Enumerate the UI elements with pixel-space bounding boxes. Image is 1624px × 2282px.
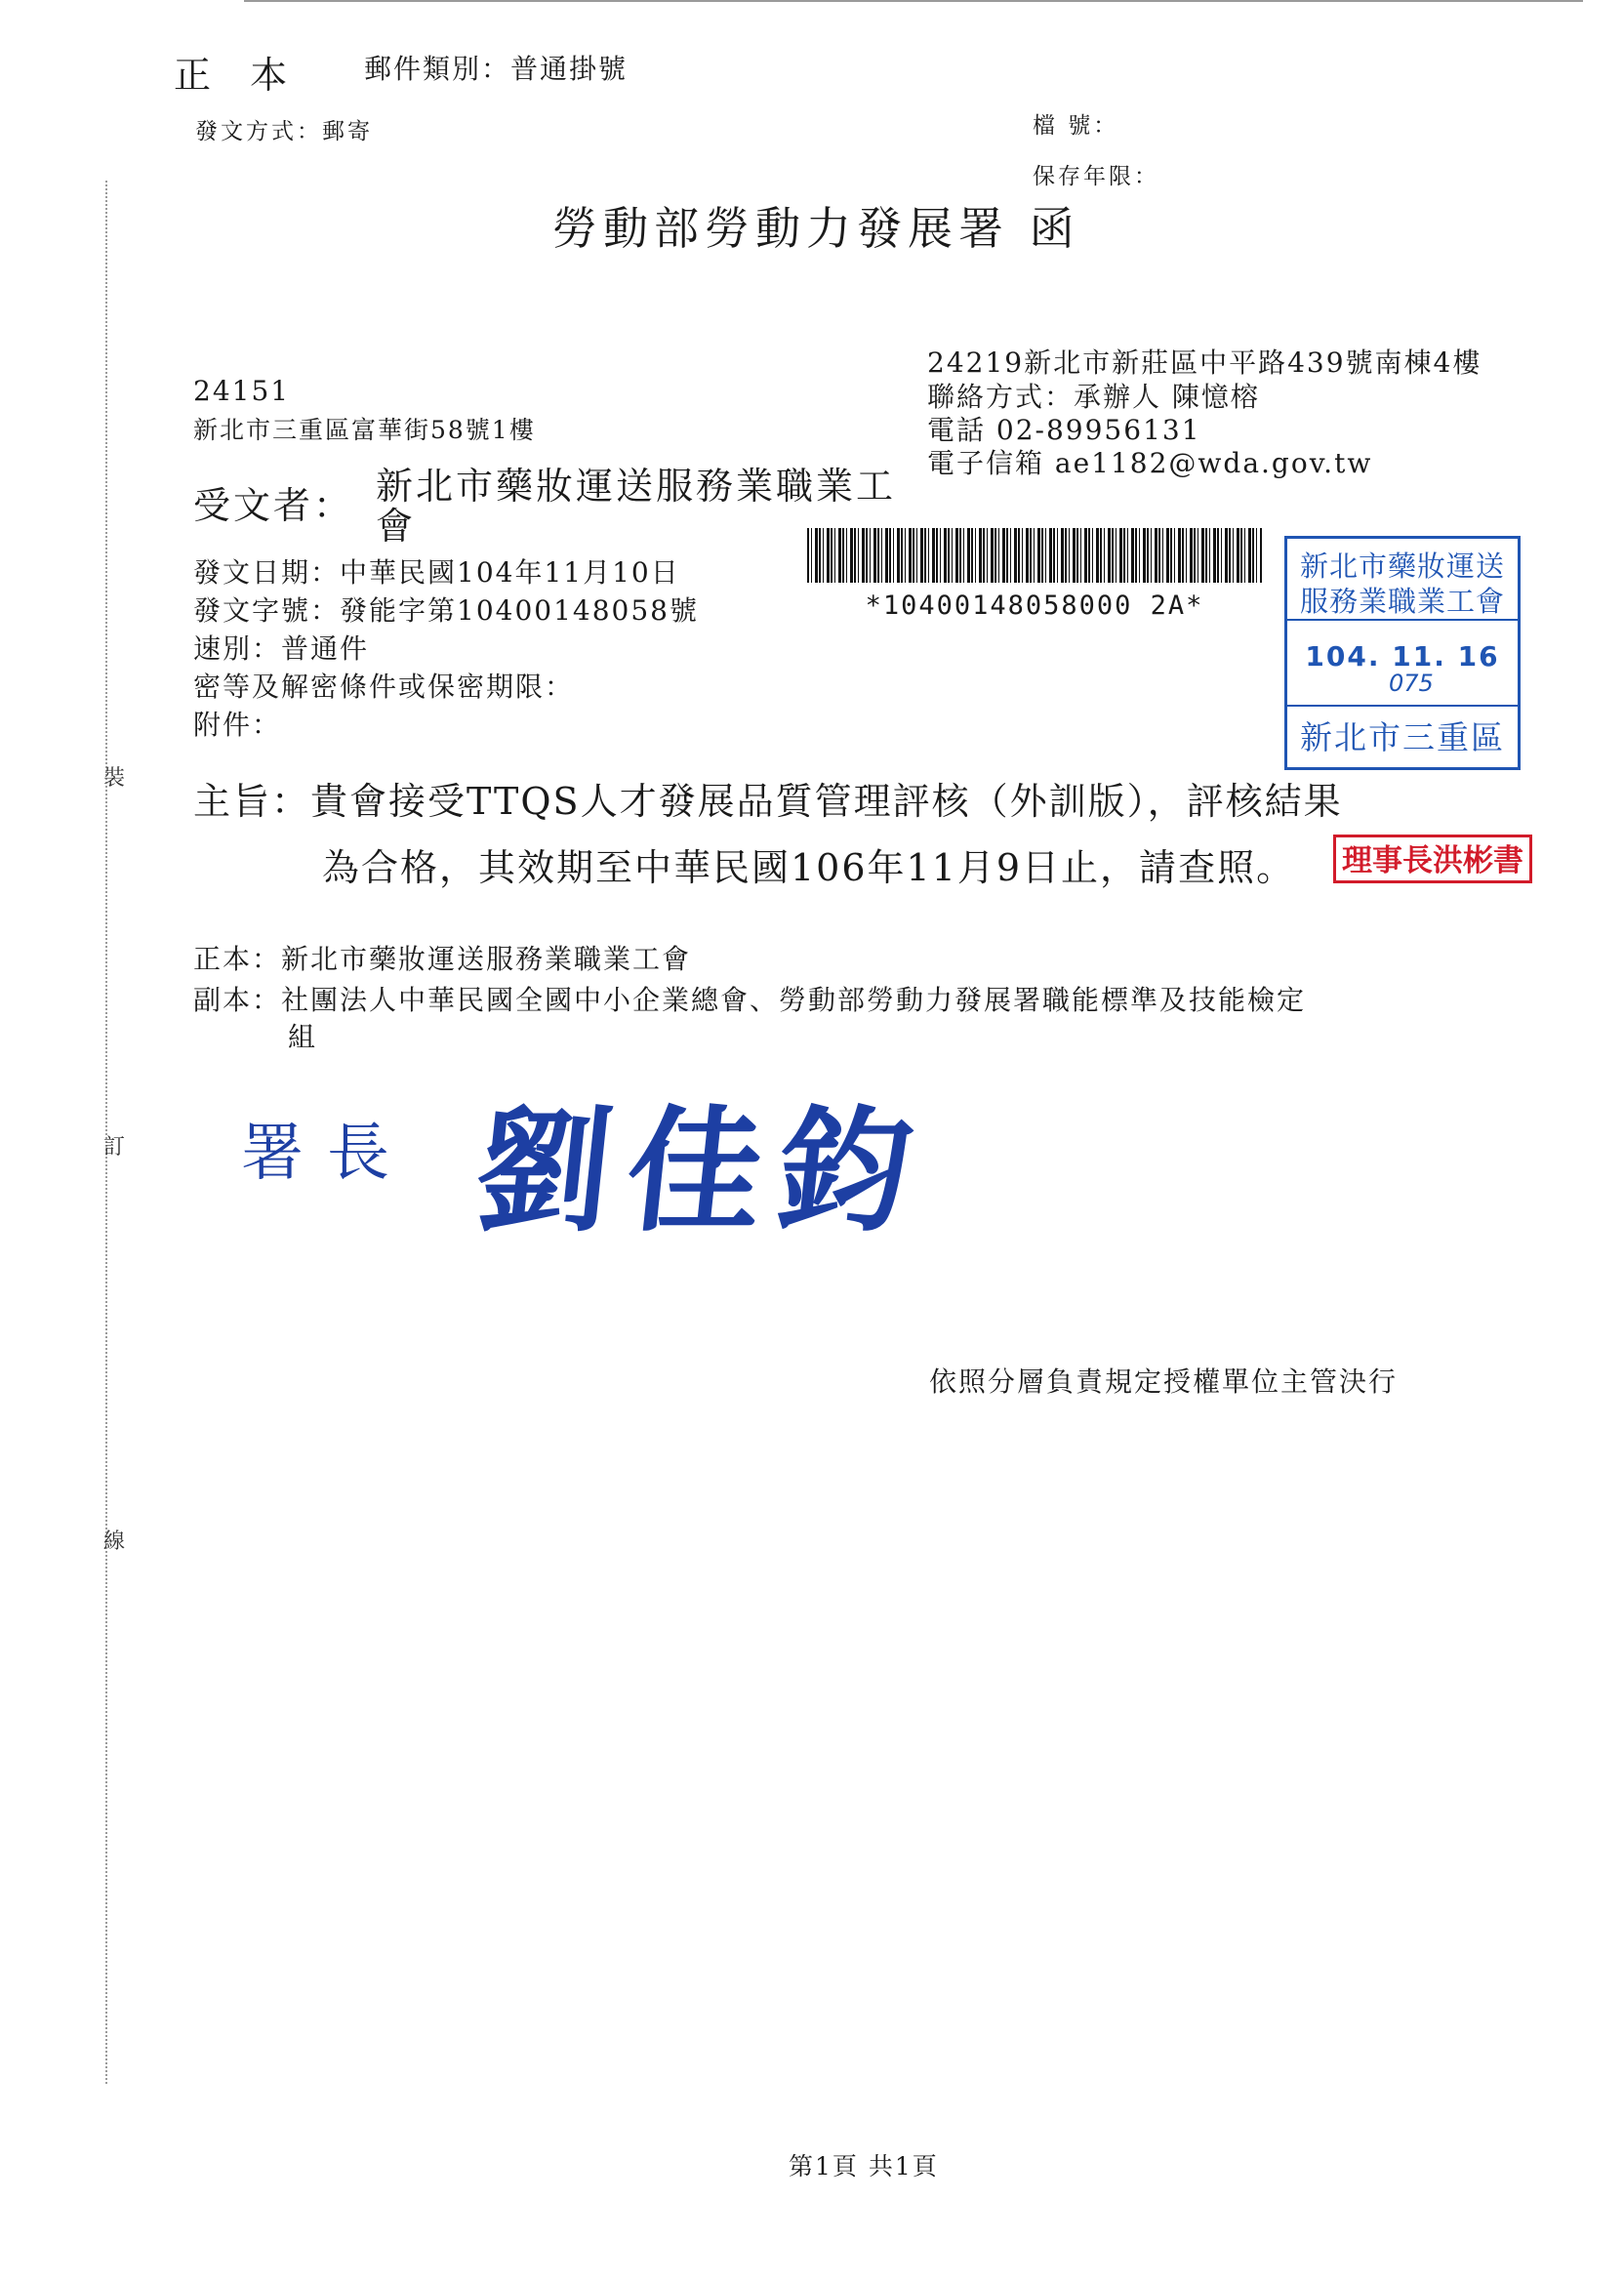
subject-line1: 主旨：貴會接受TTQS人才發展品質管理評核（外訓版），評核結果	[193, 780, 1343, 823]
stamp-date: 104. 11. 16	[1305, 640, 1500, 672]
issue-date: 發文日期：中華民國104年11月10日	[193, 556, 680, 589]
binding-mark-xian: 線	[103, 1529, 126, 1554]
file-number: 檔 號：	[1033, 113, 1119, 139]
signature-title: 署長	[241, 1118, 413, 1190]
sender-contact: 聯絡方式：承辦人 陳憶榕	[927, 381, 1260, 413]
signature-name: 劉佳鈞	[468, 1091, 937, 1250]
mail-type: 郵件類別：普通掛號	[364, 53, 629, 85]
sender-address: 24219新北市新莊區中平路439號南棟4樓	[927, 346, 1482, 379]
recipient-name: 新北市藥妝運送服務業職業工	[376, 465, 897, 508]
stamp-org-line2: 服務業職業工會	[1299, 585, 1505, 618]
recipient-label: 受文者：	[193, 484, 354, 527]
original-recipients: 正本：新北市藥妝運送服務業職業工會	[193, 943, 692, 975]
barcode	[807, 528, 1262, 583]
copy-recipients-cont: 組	[288, 1021, 318, 1053]
barcode-text: *10400148058000 2A*	[865, 591, 1204, 621]
recipient-postal-code: 24151	[193, 375, 291, 407]
stamp-number: 075	[1389, 670, 1434, 697]
received-stamp	[1284, 536, 1521, 770]
send-method: 發文方式：郵寄	[195, 119, 373, 144]
delivery-speed: 速別：普通件	[193, 632, 370, 665]
page-footer: 第1頁 共1頁	[789, 2152, 939, 2180]
binding-mark-zhuang: 裝	[103, 766, 126, 791]
recipient-address: 新北市三重區富華街58號1樓	[193, 416, 536, 444]
subject-line2: 為合格，其效期至中華民國106年11月9日止，請查照。	[322, 846, 1296, 889]
recipient-name-cont: 會	[376, 505, 417, 548]
secrecy-level: 密等及解密條件或保密期限：	[193, 671, 575, 703]
document-number: 發文字號：發能字第10400148058號	[193, 594, 699, 627]
stamp-org-line1: 新北市藥妝運送	[1299, 550, 1505, 583]
page-title: 勞動部勞動力發展署 函	[552, 202, 1080, 255]
sender-phone: 電話 02-89956131	[927, 414, 1201, 446]
authorization-note: 依照分層負責規定授權單位主管決行	[929, 1365, 1399, 1398]
red-seal: 理事長洪彬書	[1333, 835, 1532, 883]
binding-mark-ding: 訂	[103, 1135, 126, 1160]
top-edge-line	[244, 0, 1583, 2]
copy-recipients: 副本：社團法人中華民國全國中小企業總會、勞動部勞動力發展署職能標準及技能檢定	[193, 984, 1307, 1016]
copy-type: 正 本	[174, 54, 302, 97]
attachment: 附件：	[193, 709, 282, 741]
retention-period: 保存年限：	[1033, 164, 1159, 189]
sender-email: 電子信箱 ae1182@wda.gov.tw	[927, 447, 1373, 479]
stamp-area: 新北市三重區	[1300, 718, 1505, 756]
